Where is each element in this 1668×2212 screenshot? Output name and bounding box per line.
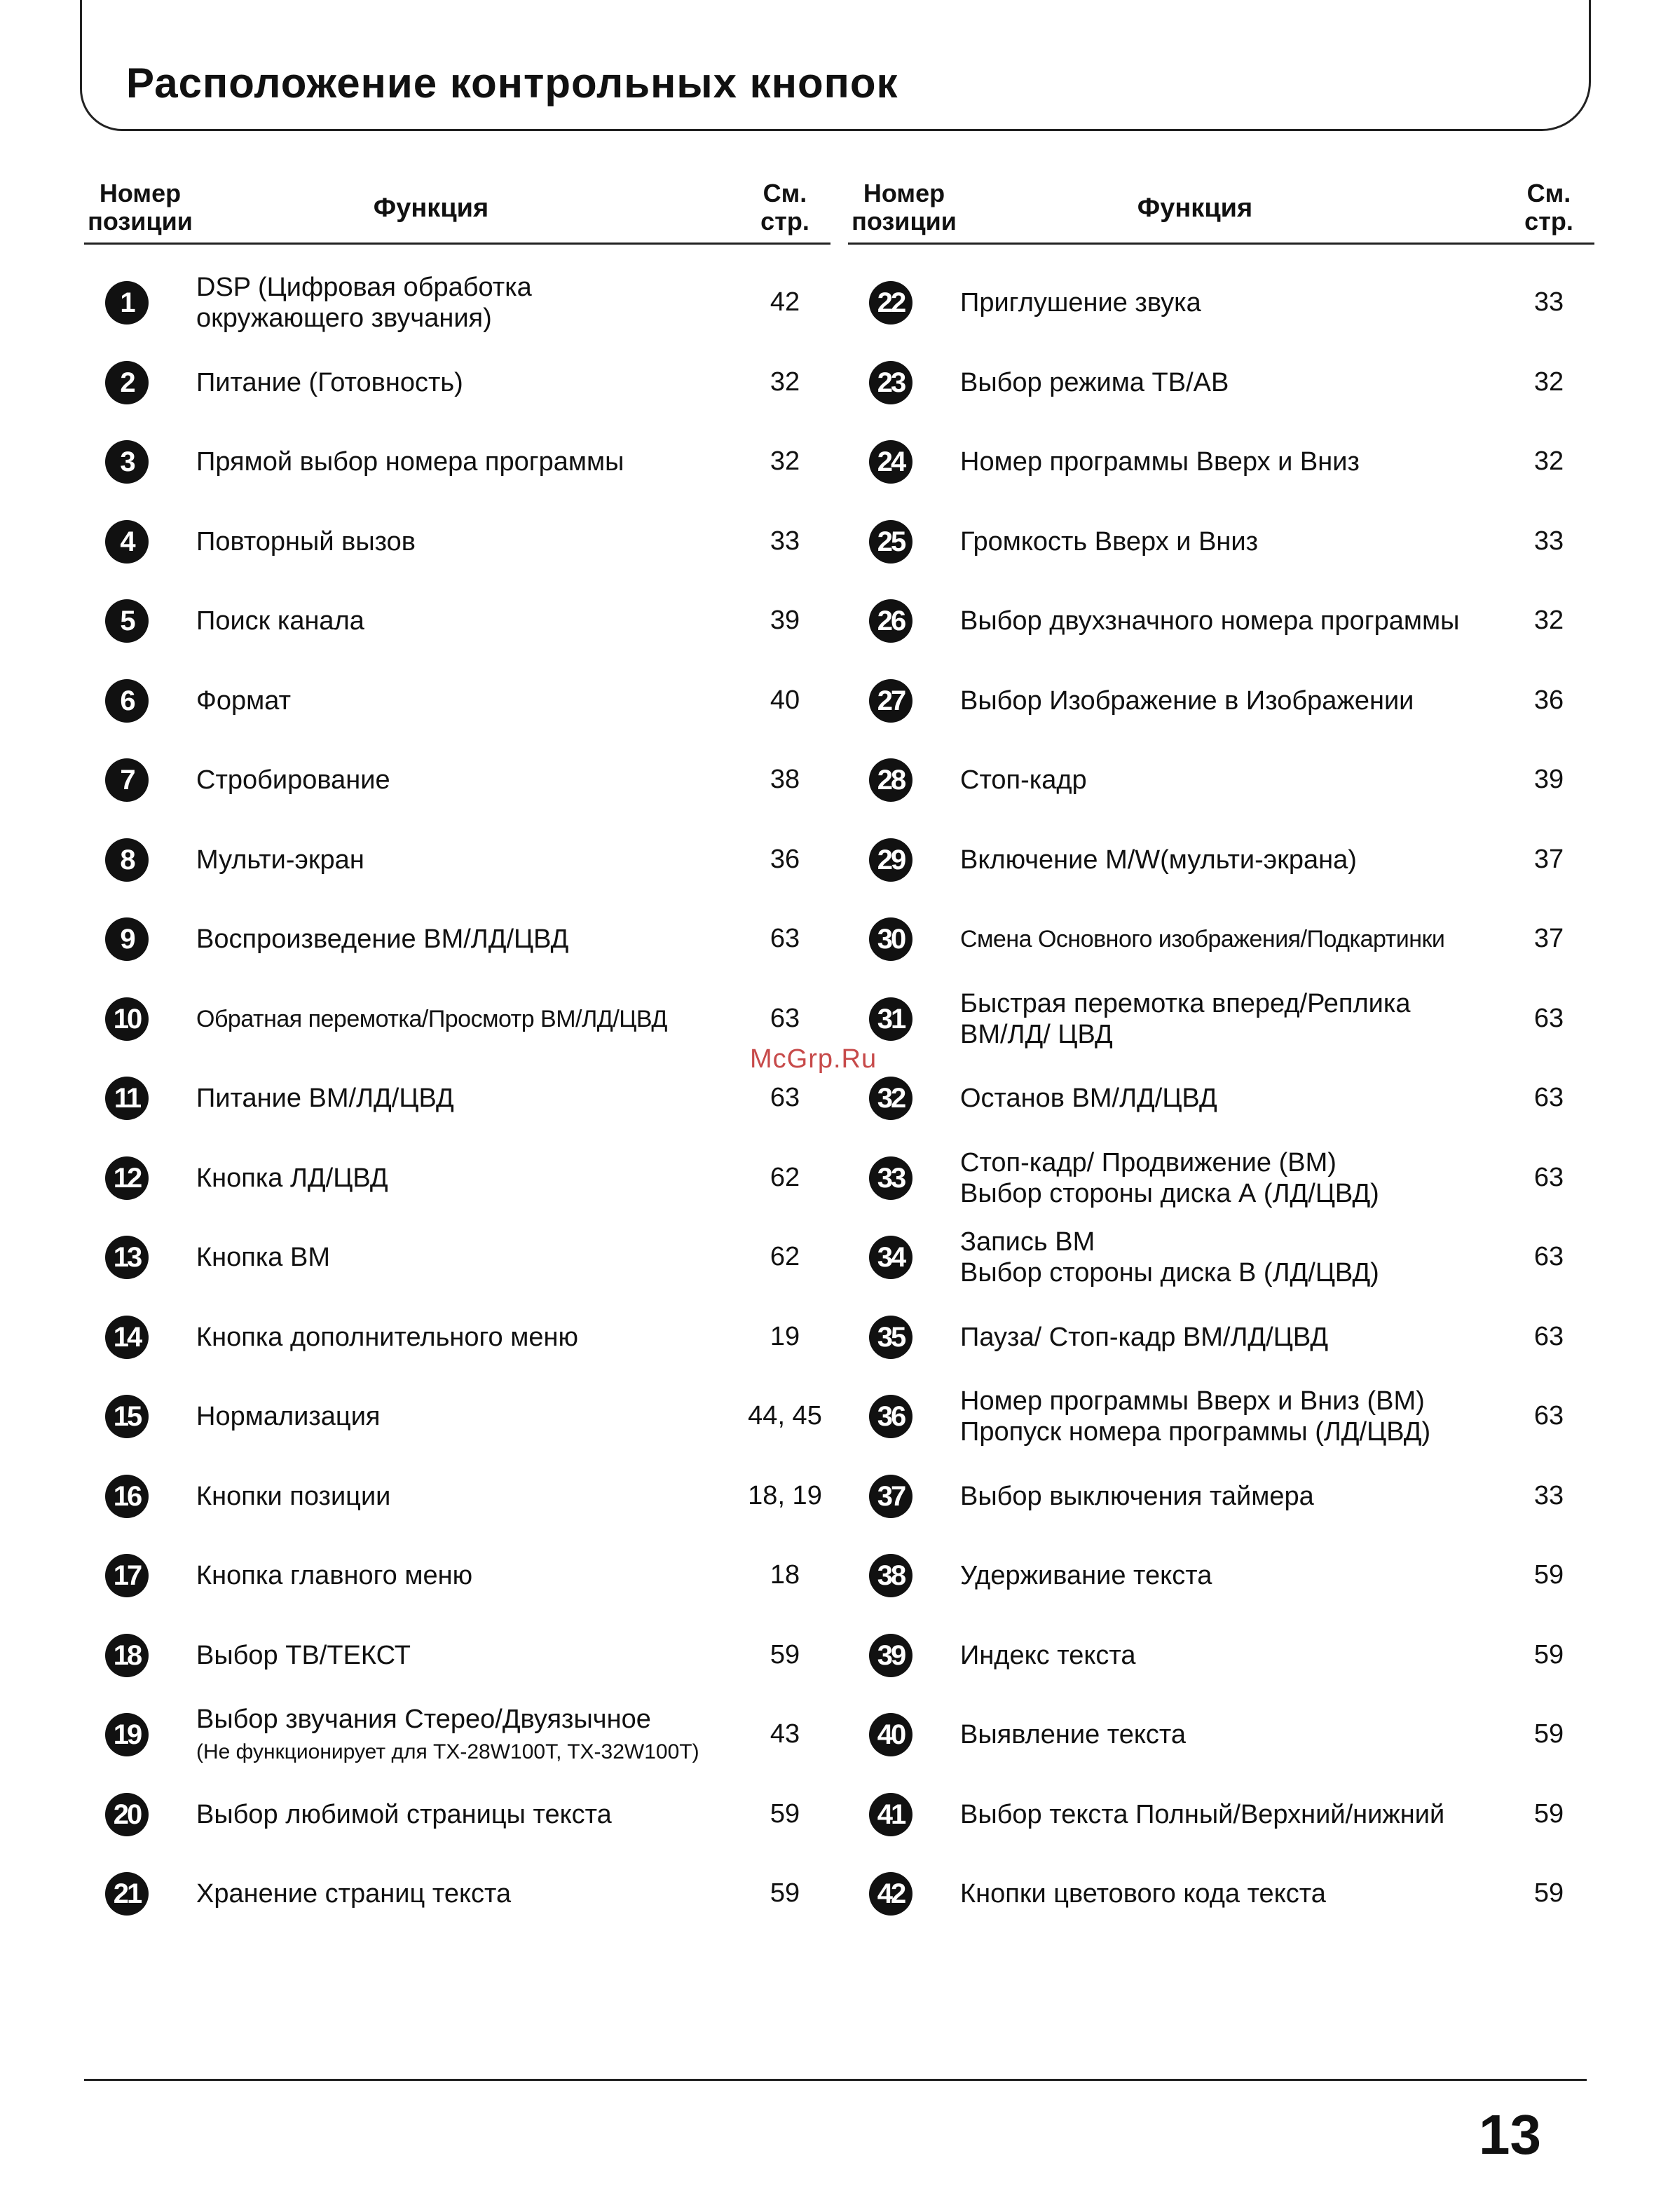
function-text: [196, 1640, 743, 1671]
page-reference: 59: [1533, 1798, 1564, 1829]
function-text: [960, 765, 1507, 796]
item-number-badge: 7: [105, 758, 149, 802]
watermark: McGrp.Ru: [750, 1044, 877, 1074]
item-number-badge: 36: [869, 1395, 912, 1438]
page-reference: 38: [770, 765, 800, 794]
item-number-badge: 14: [105, 1316, 149, 1359]
page-title: Расположение контрольных кнопок: [126, 60, 898, 107]
function-text: [960, 1719, 1507, 1750]
function-label: Выбор двухзначного номера программы: [960, 606, 1460, 636]
function-label: Кнопка ЛД/ЦВД: [196, 1163, 388, 1193]
function-label: Поиск канала: [196, 606, 364, 636]
page-reference: 33: [770, 526, 800, 556]
function-text: [960, 1386, 1507, 1447]
page-reference: 59: [1533, 1878, 1564, 1908]
page-reference: 19: [770, 1321, 800, 1351]
function-label: Формат: [196, 685, 291, 716]
page-reference: 63: [1533, 1321, 1564, 1351]
function-text: [196, 1004, 743, 1035]
function-label: Выбор выключения таймера: [960, 1481, 1314, 1511]
page-reference: 59: [1533, 1719, 1564, 1749]
item-number-badge: 9: [105, 917, 149, 961]
function-text: [960, 446, 1507, 477]
page-reference: 63: [1533, 1401, 1564, 1431]
function-label: Смена Основного изображения/Подкартинки: [960, 926, 1445, 953]
header-page: См. стр.: [1524, 179, 1573, 235]
function-text: [196, 765, 743, 796]
page-reference: 18, 19: [748, 1480, 822, 1510]
page-reference: 40: [770, 685, 800, 715]
function-text: [960, 1560, 1507, 1591]
item-number-badge: 2: [105, 361, 149, 404]
left-column: [84, 175, 830, 2033]
page-reference: 42: [770, 287, 800, 317]
header-function: Функция: [373, 193, 489, 223]
function-label: Запись ВМ Выбор стороны диска В (ЛД/ЦВД): [960, 1227, 1379, 1288]
function-text: [196, 606, 743, 636]
function-label: Выбор текста Полный/Верхний/нижний: [960, 1799, 1445, 1829]
item-number-badge: 13: [105, 1236, 149, 1279]
function-label: Питание (Готовность): [196, 367, 463, 397]
item-number-badge: 21: [105, 1872, 149, 1916]
page-reference: 63: [770, 1003, 800, 1033]
item-number-badge: 3: [105, 440, 149, 484]
item-number-badge: 30: [869, 917, 912, 961]
function-label: Пауза/ Стоп-кадр ВМ/ЛД/ЦВД: [960, 1322, 1329, 1352]
item-number-badge: 4: [105, 520, 149, 564]
function-label: Выбор звучания Стерео/Двуязычное: [196, 1705, 651, 1734]
function-text: [196, 1083, 743, 1114]
item-number-badge: 10: [105, 997, 149, 1041]
table-header: [84, 175, 830, 245]
function-text: [196, 1163, 743, 1194]
function-text: [196, 1242, 743, 1273]
function-label: Индекс текста: [960, 1640, 1136, 1670]
function-label: Останов ВМ/ЛД/ЦВД: [960, 1084, 1217, 1113]
function-label: Номер программы Вверх и Вниз: [960, 447, 1360, 477]
page-reference: 59: [770, 1878, 800, 1908]
page-reference: 37: [1533, 844, 1564, 874]
item-number-badge: 41: [869, 1793, 912, 1836]
function-label: Выбор ТВ/ТЕКСТ: [196, 1640, 411, 1670]
function-label: Приглушение звука: [960, 288, 1201, 318]
page-reference: 63: [770, 1083, 800, 1112]
item-number-badge: 40: [869, 1713, 912, 1756]
function-label: Стоп-кадр/ Продвижение (ВМ) Выбор стороны диска А (ЛД/ЦВД): [960, 1147, 1379, 1208]
function-label: Питание ВМ/ЛД/ЦВД: [196, 1084, 454, 1113]
page-reference: 32: [770, 367, 800, 397]
function-label: Кнопка дополнительного меню: [196, 1322, 578, 1352]
function-text: [960, 845, 1507, 875]
function-text: [960, 1481, 1507, 1512]
item-number-badge: 31: [869, 997, 912, 1041]
function-text: [196, 924, 743, 955]
page-reference: 59: [1533, 1639, 1564, 1670]
function-label: Удерживание текста: [960, 1561, 1212, 1590]
page-reference: 39: [770, 606, 800, 635]
function-text: [960, 1640, 1507, 1671]
page-reference: 39: [1533, 765, 1564, 794]
function-label: Стробирование: [196, 765, 390, 795]
function-label: Кнопка ВМ: [196, 1243, 330, 1272]
item-number-badge: 39: [869, 1634, 912, 1677]
page-reference: 33: [1533, 526, 1564, 556]
function-label: Кнопки позиции: [196, 1481, 391, 1511]
item-number-badge: 16: [105, 1475, 149, 1518]
function-text: [960, 685, 1507, 716]
function-label: Громкость Вверх и Вниз: [960, 526, 1259, 557]
function-text: [960, 1878, 1507, 1909]
page-reference: 63: [1533, 1242, 1564, 1271]
page-reference: 32: [770, 446, 800, 476]
function-label: Включение M/W(мульти-экрана): [960, 845, 1357, 875]
item-number-badge: 29: [869, 838, 912, 882]
function-text: [960, 606, 1507, 636]
function-text: [196, 526, 743, 557]
item-number-badge: 42: [869, 1872, 912, 1916]
function-text: [196, 446, 743, 477]
function-label: Номер программы Вверх и Вниз (ВМ) Пропуск номера программы (ЛД/ЦВД): [960, 1386, 1431, 1447]
page-reference: 33: [1533, 287, 1564, 317]
function-text: [196, 845, 743, 875]
page-reference: 63: [1533, 1162, 1564, 1192]
item-number-badge: 27: [869, 679, 912, 723]
function-text: [196, 272, 743, 334]
page-reference: 62: [770, 1242, 800, 1271]
header-number: Номер позиции: [852, 179, 957, 235]
function-label: Выбор режима ТВ/АВ: [960, 367, 1229, 397]
function-label: Стоп-кадр: [960, 765, 1087, 795]
item-number-badge: 28: [869, 758, 912, 802]
function-text: [196, 1401, 743, 1432]
function-label: Прямой выбор номера программы: [196, 447, 624, 477]
item-number-badge: 25: [869, 520, 912, 564]
page-reference: 59: [770, 1798, 800, 1829]
page-reference: 33: [1533, 1480, 1564, 1510]
function-text: [960, 988, 1507, 1050]
header-page: См. стр.: [760, 179, 809, 235]
page-number: 13: [1479, 2103, 1541, 2166]
function-text: [196, 367, 743, 398]
page-reference: 43: [770, 1719, 800, 1749]
page-reference: 63: [770, 924, 800, 953]
header-number: Номер позиции: [88, 179, 193, 235]
function-text: [960, 367, 1507, 398]
item-number-badge: 11: [105, 1077, 149, 1120]
item-number-badge: 37: [869, 1475, 912, 1518]
page-reference: 32: [1533, 367, 1564, 397]
function-text: [196, 685, 743, 716]
page-reference: 62: [770, 1162, 800, 1192]
function-text: [196, 1799, 743, 1830]
item-number-badge: 15: [105, 1395, 149, 1438]
function-label: Кнопка главного меню: [196, 1561, 473, 1590]
function-label: Быстрая перемотка вперед/Реплика ВМ/ЛД/ ЦВД: [960, 988, 1411, 1049]
item-number-badge: 5: [105, 599, 149, 643]
function-text: [196, 1322, 743, 1353]
item-number-badge: 32: [869, 1077, 912, 1120]
item-number-badge: 6: [105, 679, 149, 723]
item-number-badge: 18: [105, 1634, 149, 1677]
item-number-badge: 33: [869, 1156, 912, 1200]
function-label: Выбор Изображение в Изображении: [960, 685, 1414, 716]
item-number-badge: 22: [869, 281, 912, 325]
page-reference: 32: [1533, 606, 1564, 635]
function-label: Хранение страниц текста: [196, 1879, 512, 1909]
function-note: (Не функционирует для TX-28W100T, TX-32W100T): [196, 1740, 699, 1763]
item-number-badge: 24: [869, 440, 912, 484]
item-number-badge: 8: [105, 838, 149, 882]
function-label: Воспроизведение ВМ/ЛД/ЦВД: [196, 924, 569, 954]
page-reference: 18: [770, 1560, 800, 1590]
page-reference: 32: [1533, 446, 1564, 476]
page-reference: 37: [1533, 924, 1564, 953]
function-text: [960, 526, 1507, 557]
function-text: [960, 924, 1507, 955]
item-number-badge: 26: [869, 599, 912, 643]
item-number-badge: 38: [869, 1554, 912, 1597]
function-label: DSP (Цифровая обработка окружающего звучания): [196, 273, 532, 333]
function-label: Выявление текста: [960, 1720, 1187, 1749]
function-text: [960, 1147, 1507, 1209]
table-header: [848, 175, 1594, 245]
page-reference: 44, 45: [748, 1401, 822, 1431]
function-label: Выбор любимой страницы текста: [196, 1799, 612, 1829]
function-text: [196, 1704, 743, 1768]
item-number-badge: 35: [869, 1316, 912, 1359]
item-number-badge: 23: [869, 361, 912, 404]
divider: [84, 2079, 1587, 2081]
function-label: Мульти-экран: [196, 845, 364, 875]
item-number-badge: 12: [105, 1156, 149, 1200]
page-reference: 59: [1533, 1560, 1564, 1590]
page-reference: 63: [1533, 1003, 1564, 1033]
function-label: Кнопки цветового кода текста: [960, 1879, 1326, 1909]
function-label: Повторный вызов: [196, 526, 416, 557]
function-text: [960, 287, 1507, 318]
item-number-badge: 34: [869, 1236, 912, 1279]
function-text: [960, 1083, 1507, 1114]
function-text: [196, 1560, 743, 1591]
right-column: [848, 175, 1594, 2033]
page-reference: 63: [1533, 1083, 1564, 1112]
page-reference: 36: [1533, 685, 1564, 715]
function-label: Обратная перемотка/Просмотр ВМ/ЛД/ЦВД: [196, 1005, 667, 1032]
item-number-badge: 19: [105, 1713, 149, 1756]
page-reference: 36: [770, 844, 800, 874]
function-text: [196, 1878, 743, 1909]
page-reference: 59: [770, 1639, 800, 1670]
function-text: [960, 1322, 1507, 1353]
function-text: [196, 1481, 743, 1512]
header-function: Функция: [1137, 193, 1253, 223]
function-label: Нормализация: [196, 1402, 381, 1431]
item-number-badge: 20: [105, 1793, 149, 1836]
function-text: [960, 1227, 1507, 1288]
item-number-badge: 17: [105, 1554, 149, 1597]
item-number-badge: 1: [105, 281, 149, 325]
function-text: [960, 1799, 1507, 1830]
